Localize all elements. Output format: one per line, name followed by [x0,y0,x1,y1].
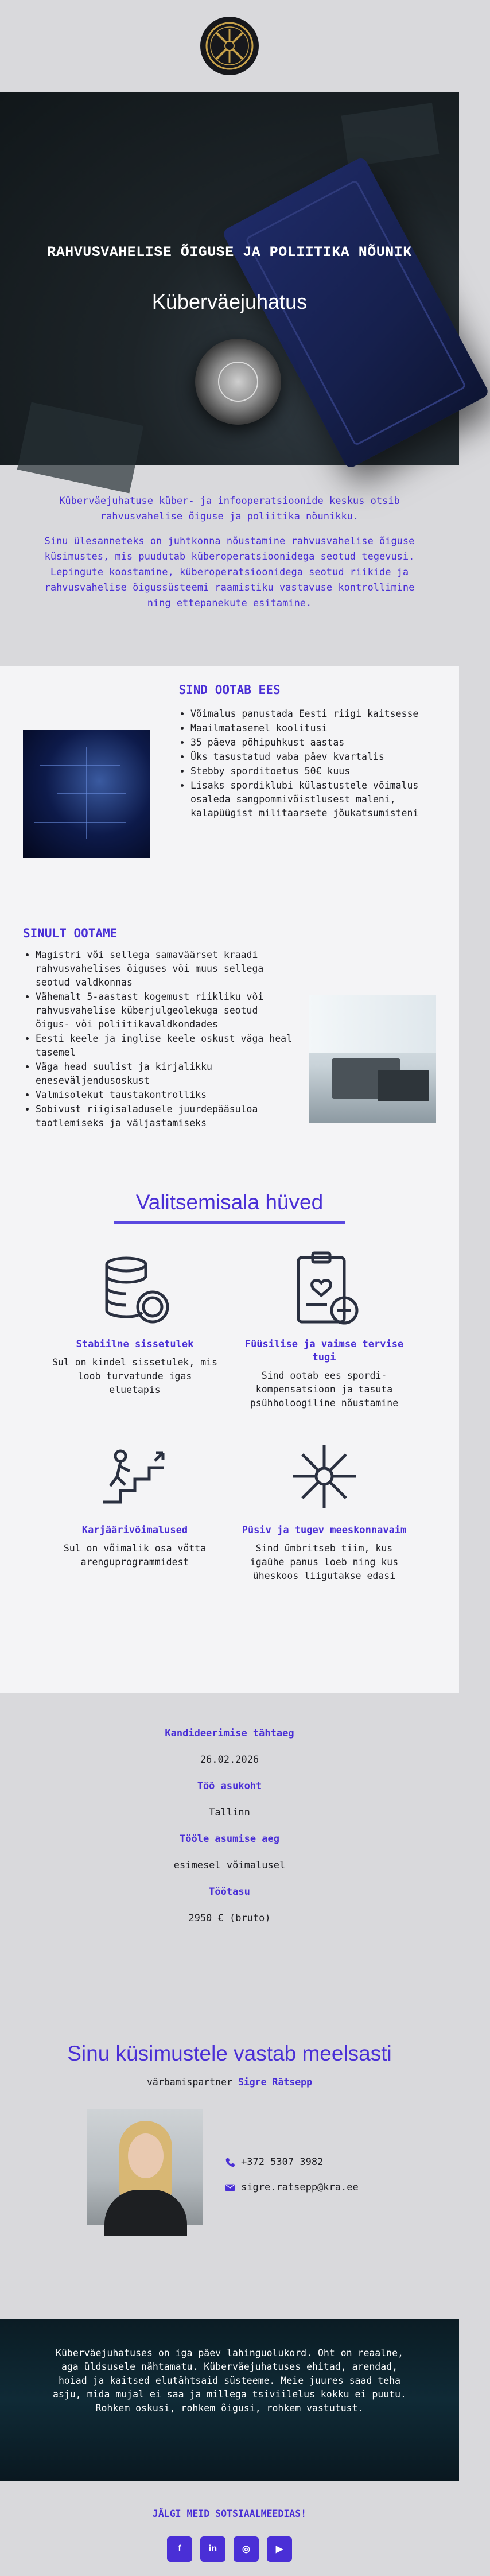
offers-section [0,666,459,1188]
contact-name: Sigre Rätsepp [238,2077,313,2088]
contact-role: värbamispartner Sigre Rätsepp [146,2077,313,2088]
cyber-image [23,730,150,858]
facebook-icon[interactable]: f [167,2536,192,2562]
office-laptops-image [309,995,436,1123]
intro-section [0,465,459,666]
quote-banner [0,2319,459,2481]
offers-list [178,707,430,858]
salary-label: Töötasu [209,1886,250,1898]
instagram-icon[interactable]: ◎ [234,2536,259,2562]
location-label: Töö asukoht [197,1780,262,1792]
job-details-section [0,1693,459,1992]
youtube-icon[interactable]: ▶ [267,2536,292,2562]
benefit-text: Sul on kindel sissetulek, mis loob turvatunde igas eluetapis [52,1357,218,1395]
contact-title: Sinu küsimustele vastab meelsasti [67,2042,392,2065]
start-date-label: Tööle asumise aeg [180,1833,279,1845]
email-link[interactable]: sigre.ratsepp@kra.ee [225,2181,359,2194]
hero-decor [341,103,440,166]
list-item: • 35 päeva põhipuhkust aastas [190,736,430,750]
list-item: • Magistri või sellega samaväärset kraadi rahvusvahelises õiguses või muus sellega seotud valdkonnas [36,948,293,990]
benefit-text: Sind ümbritseb tiim, kus igaühe panus loeb ning kus üheskoos liigutakse edasi [250,1543,399,1581]
benefit-heading: Füüsilise ja vaimse tervise tugi [244,1339,404,1363]
email-icon [225,2182,235,2193]
list-item: • Lisaks spordiklubi külastustele võimalus osaleda sangpommivõistlusest maleni, kalapüügist militaarsete jõukatsumisteni [190,779,430,820]
unit-name: Küberväejuhatus [151,290,308,313]
location-value: Tallinn [209,1807,250,1818]
intro-text: Sinu ülesanneteks on juhtkonna nõustamine rahvusvahelise õiguse küsimustes, mis puudutab küberoperatsioonidega seotud tegevusi. Lepingute koostamine, küberoperatsioonidega seotud riikide ja rahvusvahelise õigussüsteemi raamistiku vastavuse kontrollimine ning ettepanekute esitamine. [44,536,415,609]
phone-icon [225,2157,235,2167]
benefit-text: Sind ootab ees spordi-kompensatsioon ja tasuta psühholoogiline nõustamine [250,1370,399,1409]
social-heading: JÄLGI MEID SOTSIAALMEEDIAS! [152,2508,307,2519]
list-item: • Stebby sporditoetus 50€ kuus [190,765,430,778]
deadline-label: Kandideerimise tähtaeg [165,1728,294,1739]
requirements-list [23,948,293,1131]
benefit-heading: Karjäärivõimalused [81,1524,188,1536]
phone-link[interactable]: +372 5307 3982 [225,2155,359,2169]
list-item: • Vähemalt 5-aastast kogemust riikliku või rahvusvahelise küberjulgeolekuga seotud õigus- või poliitikavaldkondades [36,990,293,1031]
benefit-heading: Püsiv ja tugev meeskonnavaim [242,1524,407,1536]
medal-image [195,339,281,425]
career-stairs-icon [92,1433,178,1519]
list-item: • Maailmatasemel koolitusi [190,721,430,735]
benefit-card [52,1433,218,1583]
benefits-title: Valitsemisala hüved [135,1190,324,1214]
social-section [0,2481,459,2576]
benefit-card [241,1433,407,1583]
cyber-command-logo[interactable] [200,17,259,75]
job-title: RAHVUSVAHELISE ÕIGUSE JA POLIITIKA NÕUNIK [47,244,412,261]
list-item: • Väga head suulist ja kirjalikku eneseväljendusoskust [36,1060,293,1088]
quote-text: Küberväejuhatuses on iga päev lahinguolukord. Oht on reaalne, aga üldsusele nähtamatu. Küberväejuhatuses ehitad, arendad, hoiad ja kaitsed elutähtsaid süsteeme. Meie juures saad teha asju, mida mujal ei saa ja millega tsiviilelus kokku ei puutu. Rohkem oskusi, rohkem õigusi, rohkem vastutust. [53,2348,406,2414]
intro-text: Küberväejuhatuse küber- ja infooperatsioonide keskus otsib rahvusvahelise õiguse ja poliitika nõunikku. [59,495,400,522]
clipboard-health-icon [281,1247,367,1333]
benefits-section [0,1188,459,1693]
site-header [0,0,459,92]
list-item: • Valmisolekut taustakontrolliks [36,1088,293,1102]
list-item: • Sobivust riigisaladusele juurdepääsuloa taotlemiseks ja väljastamiseks [36,1103,293,1130]
linkedin-icon[interactable]: in [200,2536,225,2562]
list-item: • Võimalus panustada Eesti riigi kaitsesse [190,707,430,721]
list-item: • Eesti keele ja inglise keele oskust väga heal tasemel [36,1032,293,1060]
list-item: • Üks tasustatud vaba päev kvartalis [190,750,430,764]
contact-section [0,1992,459,2319]
contact-photo [87,2109,203,2225]
salary-value: 2950 € (bruto) [188,1912,271,1924]
team-hands-icon [281,1433,367,1519]
benefit-text: Sul on võimalik osa võtta arenguprogrammidest [63,1543,207,1568]
benefit-card [241,1247,407,1410]
start-date-value: esimesel võimalusel [173,1860,286,1871]
deadline-value: 26.02.2026 [200,1754,259,1766]
offers-heading: SIND OOTAB EES [178,683,281,697]
benefit-card [52,1247,218,1410]
requirements-heading: SINULT OOTAME [23,926,118,940]
hero-banner [0,92,459,465]
benefit-heading: Stabiilne sissetulek [76,1339,194,1350]
coins-icon [92,1247,178,1333]
